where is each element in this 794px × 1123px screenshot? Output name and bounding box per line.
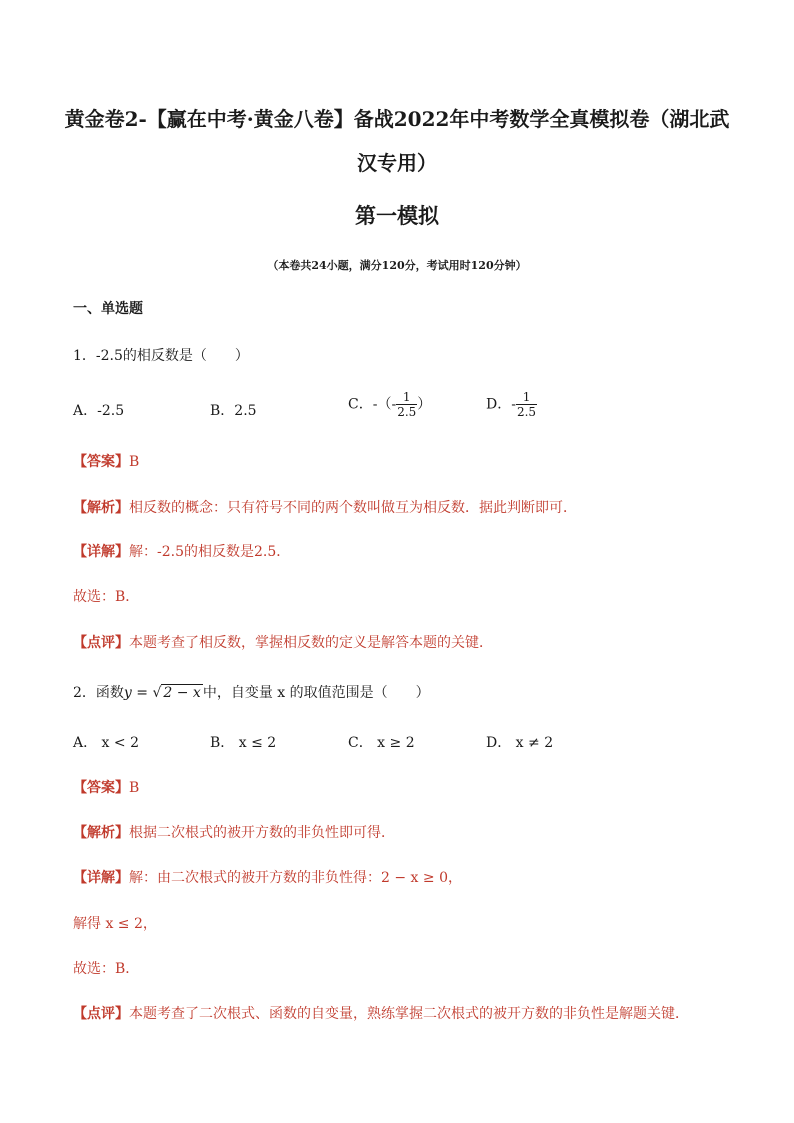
q2-comment bbox=[73, 1003, 689, 1023]
q1-option-c-suffix: ） bbox=[417, 396, 432, 413]
q2-solve: 解得 x ≤ 2， bbox=[73, 916, 157, 932]
q2-stem-function: y = bbox=[123, 685, 153, 701]
q2-detail-tag: 【详解】 bbox=[73, 870, 129, 886]
q1-option-c bbox=[348, 390, 431, 419]
q1-comment-tag: 【点评】 bbox=[73, 635, 129, 651]
document-title: 黄金卷2-【赢在中考·黄金八卷】备战2022年中考数学全真模拟卷（湖北武汉专用） bbox=[64, 107, 730, 175]
q2-analysis-text: 根据二次根式的被开方数的非负性即可得． bbox=[129, 825, 395, 841]
q2-stem bbox=[73, 682, 430, 702]
q2-stem-prefix: 2．函数 bbox=[73, 685, 124, 701]
q1-analysis bbox=[73, 497, 577, 517]
q1-option-d-prefix: D．- bbox=[486, 396, 516, 413]
q2-answer bbox=[73, 777, 139, 797]
q1-answer bbox=[73, 451, 139, 471]
q1-detail-tag: 【详解】 bbox=[73, 544, 129, 560]
q1-option-c-prefix: C．-（- bbox=[348, 396, 397, 413]
q1-analysis-tag: 【解析】 bbox=[73, 500, 129, 516]
q1-option-d bbox=[486, 390, 537, 419]
q1-choice: 故选：B． bbox=[73, 589, 140, 605]
q2-comment-text: 本题考查了二次根式、函数的自变量，熟练掌握二次根式的被开方数的非负性是解题关键． bbox=[129, 1006, 689, 1022]
q1-stem: 1．-2.5的相反数是（ ） bbox=[73, 348, 249, 364]
q1-option-b: B．2.5 bbox=[210, 403, 257, 419]
q2-detail bbox=[73, 867, 462, 887]
q2-radicand: 2 − x bbox=[163, 685, 201, 701]
q2-analysis-tag: 【解析】 bbox=[73, 825, 129, 841]
q2-stem-suffix: 中，自变量 x 的取值范围是（ ） bbox=[202, 685, 430, 701]
q1-detail-text: 解：-2.5的相反数是2.5． bbox=[129, 544, 291, 560]
q1-option-d-fraction bbox=[516, 390, 537, 419]
q1-analysis-text: 相反数的概念：只有符号不同的两个数叫做互为相反数．据此判断即可． bbox=[129, 500, 577, 516]
document-subtitle: 第一模拟 bbox=[355, 203, 439, 228]
q2-option-a: A． x < 2 bbox=[73, 735, 139, 751]
q2-choice: 故选：B． bbox=[73, 961, 140, 977]
q1-option-d-numerator: 1 bbox=[516, 390, 537, 405]
q2-detail-text: 解：由二次根式的被开方数的非负性得：2 − x ≥ 0， bbox=[129, 870, 462, 886]
q1-detail bbox=[73, 541, 290, 561]
q2-option-b: B． x ≤ 2 bbox=[210, 735, 277, 751]
q2-analysis bbox=[73, 822, 395, 842]
q1-option-a: A．-2.5 bbox=[73, 403, 125, 419]
q1-comment-text: 本题考查了相反数，掌握相反数的定义是解答本题的关键． bbox=[129, 635, 493, 651]
section-heading: 一、单选题 bbox=[73, 301, 143, 317]
q1-answer-tag: 【答案】 bbox=[73, 454, 129, 470]
q1-answer-value: B bbox=[129, 454, 140, 470]
q1-option-c-denominator: 2.5 bbox=[397, 405, 417, 419]
q2-answer-value: B bbox=[129, 780, 140, 796]
q2-option-c: C． x ≥ 2 bbox=[348, 735, 415, 751]
q2-comment-tag: 【点评】 bbox=[73, 1006, 129, 1022]
exam-note: （本卷共24小题，满分120分，考试用时120分钟） bbox=[267, 259, 527, 272]
q1-comment bbox=[73, 632, 493, 652]
q2-option-d: D． x ≠ 2 bbox=[486, 735, 554, 751]
q2-answer-tag: 【答案】 bbox=[73, 780, 129, 796]
q1-option-d-denominator: 2.5 bbox=[516, 405, 537, 419]
q1-option-c-fraction bbox=[396, 390, 417, 419]
q2-radical-sign: √ bbox=[152, 685, 162, 701]
q1-option-c-numerator: 1 bbox=[396, 390, 417, 405]
